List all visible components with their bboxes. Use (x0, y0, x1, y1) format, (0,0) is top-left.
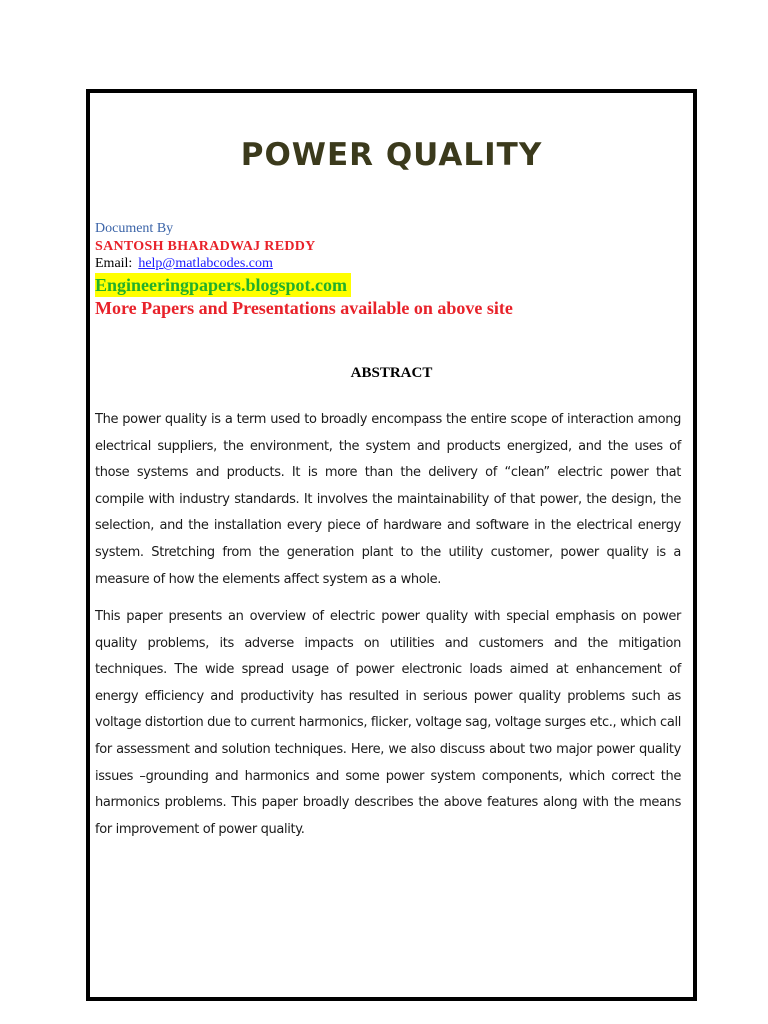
email-link[interactable]: help@matlabcodes.com (138, 256, 273, 271)
more-papers-note: More Papers and Presentations available on above site (95, 298, 513, 318)
site-link[interactable]: Engineeringpapers.blogspot.com (95, 273, 351, 297)
author-name: SANTOSH BHARADWAJ REDDY (95, 239, 316, 254)
abstract-heading: ABSTRACT (350, 365, 433, 381)
document-title: POWER QUALITY (240, 137, 543, 173)
document-by-label: Document By (95, 221, 174, 236)
email-line (95, 256, 273, 272)
email-label: Email: (95, 256, 133, 271)
page-border-frame (86, 89, 697, 1001)
abstract-paragraph-2: This paper presents an overview of electric power quality with special emphasis on power quality problems, its adverse impacts on utilities and customers and the mitigation techniques. The wide spread usage of power electronic loads aimed at enhancement of energy efficiency and productivity has resulted in serious power quality problems such as voltage distortion due to current harmonics, flicker, voltage sag, voltage surges etc., which call for assessment and solution techniques. Here, we also discuss about two major power quality issues –grounding and harmonics and some power system components, which correct the harmonics problems. This paper broadly describes the above features along with the means for improvement of power quality. (95, 609, 681, 837)
abstract-paragraph-1: The power quality is a term used to broadly encompass the entire scope of interaction among electrical suppliers, the environment, the system and products energized, and the uses of those systems and products. It is more than the delivery of “clean” electric power that compile with industry standards. It involves the maintainability of that power, the design, the selection, and the installation every piece of hardware and software in the electrical energy system. Stretching from the generation plant to the utility customer, power quality is a measure of how the elements affect system as a whole. (95, 412, 681, 587)
